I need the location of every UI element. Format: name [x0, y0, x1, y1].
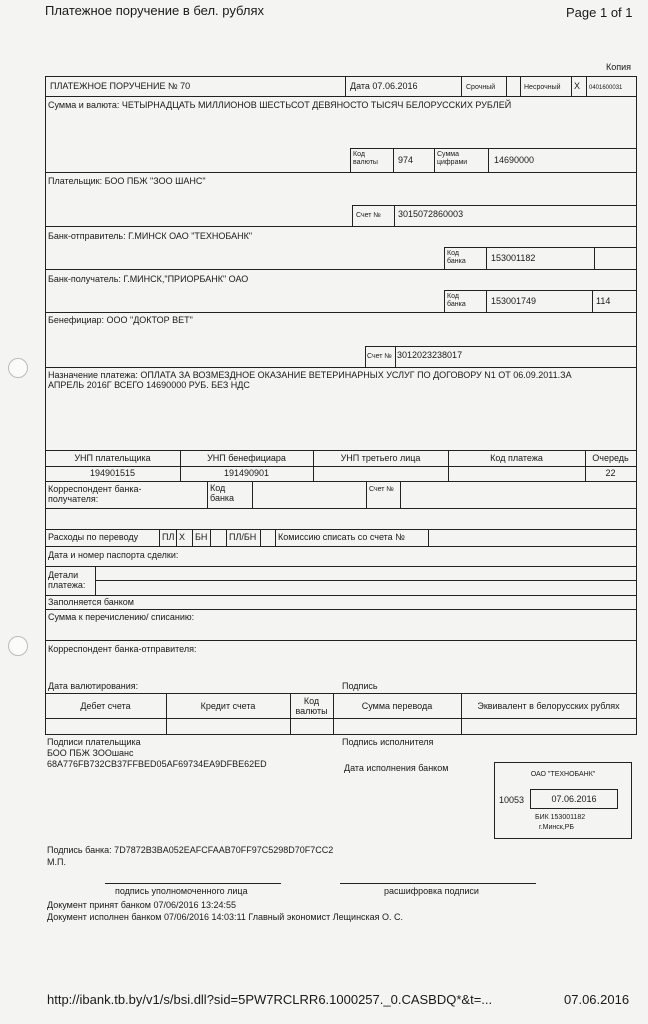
payer-account-label: Счет № [356, 212, 381, 219]
receiver-bank-extra: 114 [596, 296, 611, 306]
stamp-number: 10053 [499, 795, 525, 805]
form-title: ПЛАТЕЖНОЕ ПОРУЧЕНИЕ № 70 [50, 81, 191, 91]
currency-code-label: Код валюты [353, 151, 378, 166]
passport-label: Дата и номер паспорта сделки: [48, 550, 179, 560]
debit-label: Дебет счета [80, 701, 131, 711]
queue-label: Очередь [592, 453, 629, 463]
punch-hole [8, 358, 28, 378]
stamp-bank: ОАО "ТЕХНОБАНК" [530, 771, 596, 778]
payment-purpose: Назначение платежа: ОПЛАТА ЗА ВОЗМЕЗДНОЕ ОКАЗАНИЕ ВЕТЕРИНАРНЫХ УСЛУГ ПО ДОГОВОРУ N1 ОТ 06.09.2011.ЗА АПРЕЛЬ 2016Г ВСЕГО 14690000 РУБ. БЕЗ НДС [48, 370, 572, 390]
payment-code-label: Код платежа [490, 453, 543, 463]
sender-bank-code-label: Код банка [447, 250, 466, 265]
pl-label: ПЛ [162, 532, 175, 542]
beneficiary: Бенефициар: ООО "ДОКТОР ВЕТ" [48, 315, 193, 325]
commission-label: Комиссию списать со счета № [278, 532, 405, 542]
amount-words: Сумма и валюта: ЧЕТЫРНАДЦАТЬ МИЛЛИОНОВ ШЕСТЬСОТ ДЕВЯНОСТО ТЫСЯЧ БЕЛОРУССКИХ РУБЛЕЙ [48, 100, 512, 110]
queue: 22 [605, 468, 616, 478]
beneficiary-account: 3012023238017 [397, 350, 463, 360]
authorized-sign-label: подпись уполномоченного лица [115, 886, 248, 896]
payer: Плательщик: БОО ПБЖ "ЗОО ШАНС" [48, 176, 206, 186]
executor-sign-label: Подпись исполнителя [342, 737, 434, 747]
pl-mark: X [179, 532, 186, 542]
accepted-line: Документ принят банком 07/06/2016 13:24:55 [47, 900, 237, 910]
page-number: Page 1 of 1 [566, 5, 633, 20]
unp-third-label: УНП третьего лица [340, 453, 421, 463]
credit-label: Кредит счета [200, 701, 256, 711]
executed-line: Документ исполнен банком 07/06/2016 14:03:11 Главный экономист Лещинская О. С. [47, 912, 404, 922]
value-date-label: Дата валютирования: [48, 681, 139, 691]
payer-sign-label: Подписи плательщика [47, 737, 141, 747]
stamp-city: г.Минск,РБ [539, 824, 575, 831]
urgent-label: Срочный [466, 84, 496, 91]
payer-account: 3015072860003 [398, 209, 464, 219]
footer-date: 07.06.2016 [564, 992, 630, 1007]
bank-stamp [494, 762, 632, 839]
copy-label: Копия [606, 62, 632, 72]
amount-digits: 14690000 [494, 155, 535, 165]
sender-bank: Банк-отправитель: Г.МИНСК ОАО "ТЕХНОБАНК" [48, 231, 253, 241]
receiver-bank-code: 153001749 [491, 296, 537, 306]
unp-beneficiary-label: УНП бенефициара [207, 453, 286, 463]
payer-hash: 68A776FB732CB37FFBED05AF69734EA9DFBE62ED [47, 759, 267, 769]
sign-label: Подпись [342, 681, 378, 691]
currency-col-label: Код валюты [295, 696, 328, 716]
equivalent-label: Эквивалент в белорусских рублях [477, 701, 620, 711]
exec-date-label: Дата исполнения банком [344, 763, 449, 773]
amount-digits-label: Сумма цифрами [437, 151, 468, 166]
details-label: Детали платежа: [48, 570, 86, 590]
bank-sign: Подпись банка: 7D7872B3BA052EAFCFAAB70FF97C5298D70F7CC2 [47, 845, 334, 855]
plbn-label: ПЛ/БН [229, 532, 257, 542]
corr-bank-code-label: Код банка [210, 483, 235, 503]
mp-label: М.П. [47, 857, 66, 867]
nonurgent-label: Несрочный [524, 84, 561, 91]
receiver-bank: Банк-получатель: Г.МИНСК,"ПРИОРБАНК" ОАО [48, 274, 249, 284]
sign-decode-label: расшифровка подписи [384, 886, 479, 896]
footer-url[interactable]: http://ibank.tb.by/v1/s/bsi.dll?sid=5PW7RCLRR6.1000257._0.CASBDQ*&t=... [47, 992, 493, 1007]
unp-beneficiary: 191490901 [223, 468, 270, 478]
currency-code: 974 [398, 155, 414, 165]
unp-payer-label: УНП плательщика [74, 453, 151, 463]
beneficiary-account-label: Счет № [367, 353, 392, 360]
transfer-costs-label: Расходы по переводу [48, 532, 139, 542]
unp-payer: 194901515 [89, 468, 136, 478]
bn-label: БН [195, 532, 208, 542]
receiver-bank-code-label: Код банка [447, 293, 466, 308]
payer-name: БОО ПБЖ ЗООшанс [47, 748, 134, 758]
bank-fill-label: Заполняется банком [48, 597, 134, 607]
corr-receiver-label: Корреспондент банка- получателя: [48, 484, 142, 504]
form-date: Дата 07.06.2016 [350, 81, 418, 91]
nonurgent-mark: X [574, 81, 581, 91]
corr-sender-label: Корреспондент банка-отправителя: [48, 644, 197, 654]
punch-hole [8, 636, 28, 656]
form-code: 0401600031 [589, 85, 623, 91]
stamp-date: 07.06.2016 [551, 794, 597, 804]
sender-bank-code: 153001182 [491, 253, 536, 263]
stamp-date-box [530, 789, 618, 809]
transfer-sum-label: Сумма перевода [361, 701, 433, 711]
sum-label: Сумма к перечислению/ списанию: [48, 612, 195, 622]
corr-account-label: Счет № [369, 486, 394, 493]
page-header-title: Платежное поручение в бел. рублях [45, 3, 264, 18]
stamp-bik: БИК 153001182 [535, 814, 586, 821]
